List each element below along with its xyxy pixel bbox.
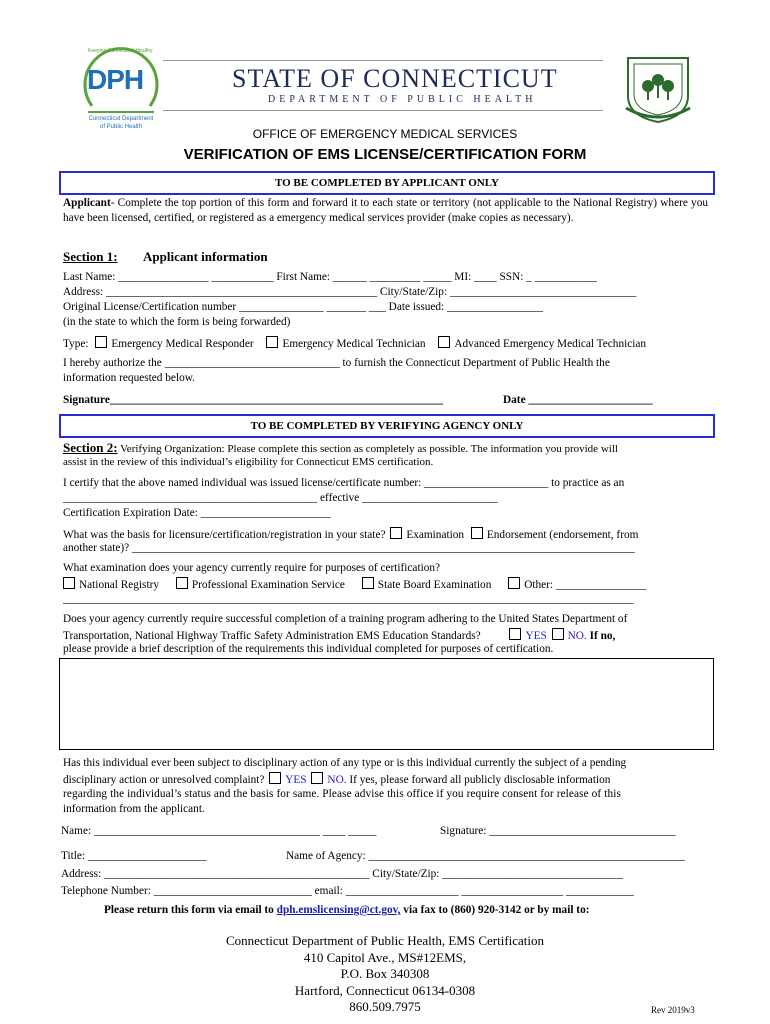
applicant-name-line[interactable]: Last Name: ________________ ___________ First Name: ______ _________ _____ MI: ____ SSN: _ ___________ [63, 271, 597, 283]
verifier-title-field[interactable]: Title: _____________________ [61, 850, 207, 862]
exam-other-label[interactable]: Other: ________________ [524, 579, 647, 591]
exam-other-checkbox[interactable] [508, 577, 520, 589]
exam-state-board-label: State Board Examination [377, 579, 492, 591]
section2-intro-2: assist in the review of this individual’s eligibility for Connecticut EMS certification. [63, 456, 434, 468]
authorize-line-2: information requested below. [63, 372, 195, 384]
state-seal-icon [620, 50, 696, 126]
discipline-no-checkbox[interactable] [311, 772, 323, 784]
exam-national-registry-label: National Registry [79, 579, 160, 591]
exam-national-registry-checkbox[interactable] [63, 577, 75, 589]
discipline-yes-checkbox[interactable] [269, 772, 281, 784]
applicant-license-note: (in the state to which the form is being forwarded) [63, 316, 291, 328]
training-yes-checkbox[interactable] [509, 628, 521, 640]
discipline-row [63, 772, 610, 786]
discipline-question: Has this individual ever been subject to disciplinary action of any type or is this individual currently the subject of a pending [63, 757, 627, 769]
discipline-question-3: If yes, please forward all publicly disclosable information [346, 774, 611, 786]
certify-line[interactable]: I certify that the above named individual was issued license/certificate number: ______________________ to practice as an [63, 477, 625, 489]
discipline-question-5: information from the applicant. [63, 803, 205, 815]
mailing-line-3: P.O. Box 340308 [340, 966, 430, 981]
dph-logo-caption-2: of Public Health [99, 124, 143, 130]
section2-intro [63, 440, 618, 456]
verifier-name-field[interactable]: Name: ________________________________________ ____ _____ [61, 825, 377, 837]
exam-options-row [63, 577, 646, 591]
type-label: Type: [63, 338, 89, 350]
discipline-no-label: NO. [327, 774, 347, 786]
applicant-signature-field[interactable]: Signature___________________________________________________________ [63, 394, 444, 406]
dph-logo-arc-text: Keeping Connecticut Healthy [88, 48, 153, 54]
header-rule-bottom [163, 110, 603, 111]
type-emt-label: Emergency Medical Technician [282, 338, 426, 350]
state-title: STATE OF CONNECTICUT [232, 64, 558, 93]
mailing-line-5: 860.509.7975 [349, 999, 421, 1014]
discipline-yes-label: YES [285, 774, 307, 786]
training-no-checkbox[interactable] [552, 628, 564, 640]
training-question: Does your agency currently require successful completion of a training program adhering to the United States Department of [63, 613, 628, 625]
return-text-pre: Please return this form via email to [104, 904, 277, 916]
basis-endorsement-checkbox[interactable] [471, 527, 483, 539]
agency-phone-email-field[interactable]: Telephone Number: ____________________________ email: ____________________ __________________ ____________ [61, 885, 634, 897]
applicant-instructions-text: - Complete the top portion of this form and forward it to each state or territory (not applicable to the National Registry) where you have been licensed, certified, or registered as a emergency medical services provider (make copies as necessary). [63, 197, 708, 224]
training-description-box[interactable] [59, 658, 714, 750]
basis-line-2[interactable]: another state)? _________________________________________________________________________________________ [63, 542, 635, 554]
type-row [63, 336, 646, 350]
training-if-no: If no, [586, 630, 616, 642]
department-title: DEPARTMENT OF PUBLIC HEALTH [268, 94, 537, 105]
agency-banner-text: TO BE COMPLETED BY VERIFYING AGENCY ONLY [250, 420, 524, 432]
form-title: VERIFICATION OF EMS LICENSE/CERTIFICATION FORM [183, 146, 587, 163]
exam-professional-label: Professional Examination Service [191, 579, 345, 591]
applicant-instructions [63, 196, 708, 226]
exam-state-board-checkbox[interactable] [362, 577, 374, 589]
return-text-post: via fax to (860) 920-3142 or by mail to: [400, 904, 590, 916]
revision-label: Rev 2019v3 [651, 1005, 695, 1015]
training-no-label: NO. [567, 630, 587, 642]
applicant-lead: Applicant [63, 197, 111, 209]
type-emr-checkbox[interactable] [95, 336, 107, 348]
exam-question: What examination does your agency currently require for purposes of certification? [63, 562, 441, 574]
exam-professional-checkbox[interactable] [176, 577, 188, 589]
office-title: OFFICE OF EMERGENCY MEDICAL SERVICES [252, 127, 518, 141]
mailing-line-2: 410 Capitol Ave., MS#12EMS, [303, 950, 467, 965]
mailing-line-1: Connecticut Department of Public Health, EMS Certification [225, 933, 545, 948]
applicant-banner-text: TO BE COMPLETED BY APPLICANT ONLY [274, 177, 500, 189]
basis-exam-checkbox[interactable] [390, 527, 402, 539]
training-row [63, 628, 615, 642]
applicant-date-field[interactable]: Date ______________________ [503, 394, 653, 406]
training-question-2: Transportation, National Highway Traffic Safety Administration EMS Education Standards? [63, 630, 481, 642]
basis-row [63, 527, 638, 541]
dph-logo-caption-1: Connecticut Department [88, 116, 154, 122]
type-aemt-label: Advanced Emergency Medical Technician [454, 338, 647, 350]
mailing-line-4: Hartford, Connecticut 06134-0308 [294, 983, 476, 998]
type-emr-label: Emergency Medical Responder [111, 338, 254, 350]
exam-line[interactable]: _____________________________________________________________________________________________________ [63, 593, 634, 605]
authorize-line[interactable]: I hereby authorize the _______________________________ to furnish the Connecticut Department of Public Health the [63, 357, 610, 369]
agency-name-field[interactable]: Name of Agency: ________________________________________________________ [286, 850, 685, 862]
training-description-prompt: please provide a brief description of the requirements this individual completed for purposes of certification. [63, 643, 554, 655]
section2-intro-text: Verifying Organization: Please complete this section as completely as possible. The information you provide will [117, 443, 618, 455]
type-emt-checkbox[interactable] [266, 336, 278, 348]
expiration-field[interactable]: Certification Expiration Date: _______________________ [63, 507, 331, 519]
applicant-address-line[interactable]: Address: ________________________________________________ City/State/Zip: _________________________________ [63, 286, 637, 298]
return-email-link[interactable]: dph.emslicensing@ct.gov, [276, 904, 401, 916]
return-instructions [104, 904, 589, 916]
header-rule-top [163, 60, 603, 61]
type-aemt-checkbox[interactable] [438, 336, 450, 348]
section2-label: Section 2: [63, 440, 118, 455]
basis-question: What was the basis for licensure/certification/registration in your state? [63, 529, 386, 541]
discipline-question-2: disciplinary action or unresolved complaint? [63, 774, 265, 786]
basis-endorsement-label: Endorsement (endorsement, from [486, 529, 639, 541]
discipline-question-4: regarding the individual’s status and the basis for same. Please advise this office if you require consent for release of this [63, 788, 621, 800]
agency-address-field[interactable]: Address: _______________________________________________ City/State/Zip: ________________________________ [61, 868, 624, 880]
verifier-signature-field[interactable]: Signature: _________________________________ [440, 825, 676, 837]
training-yes-label: YES [525, 630, 547, 642]
section1-label: Section 1: [63, 249, 118, 264]
applicant-license-line[interactable]: Original License/Certification number _______________ _______ ___ Date issued: _________________ [63, 301, 544, 313]
section1-title: Applicant information [143, 249, 268, 264]
dph-logo-text: DPH [87, 64, 144, 95]
basis-exam-label: Examination [406, 529, 465, 541]
certify-line-2[interactable]: _____________________________________________ effective ________________________ [63, 492, 498, 504]
